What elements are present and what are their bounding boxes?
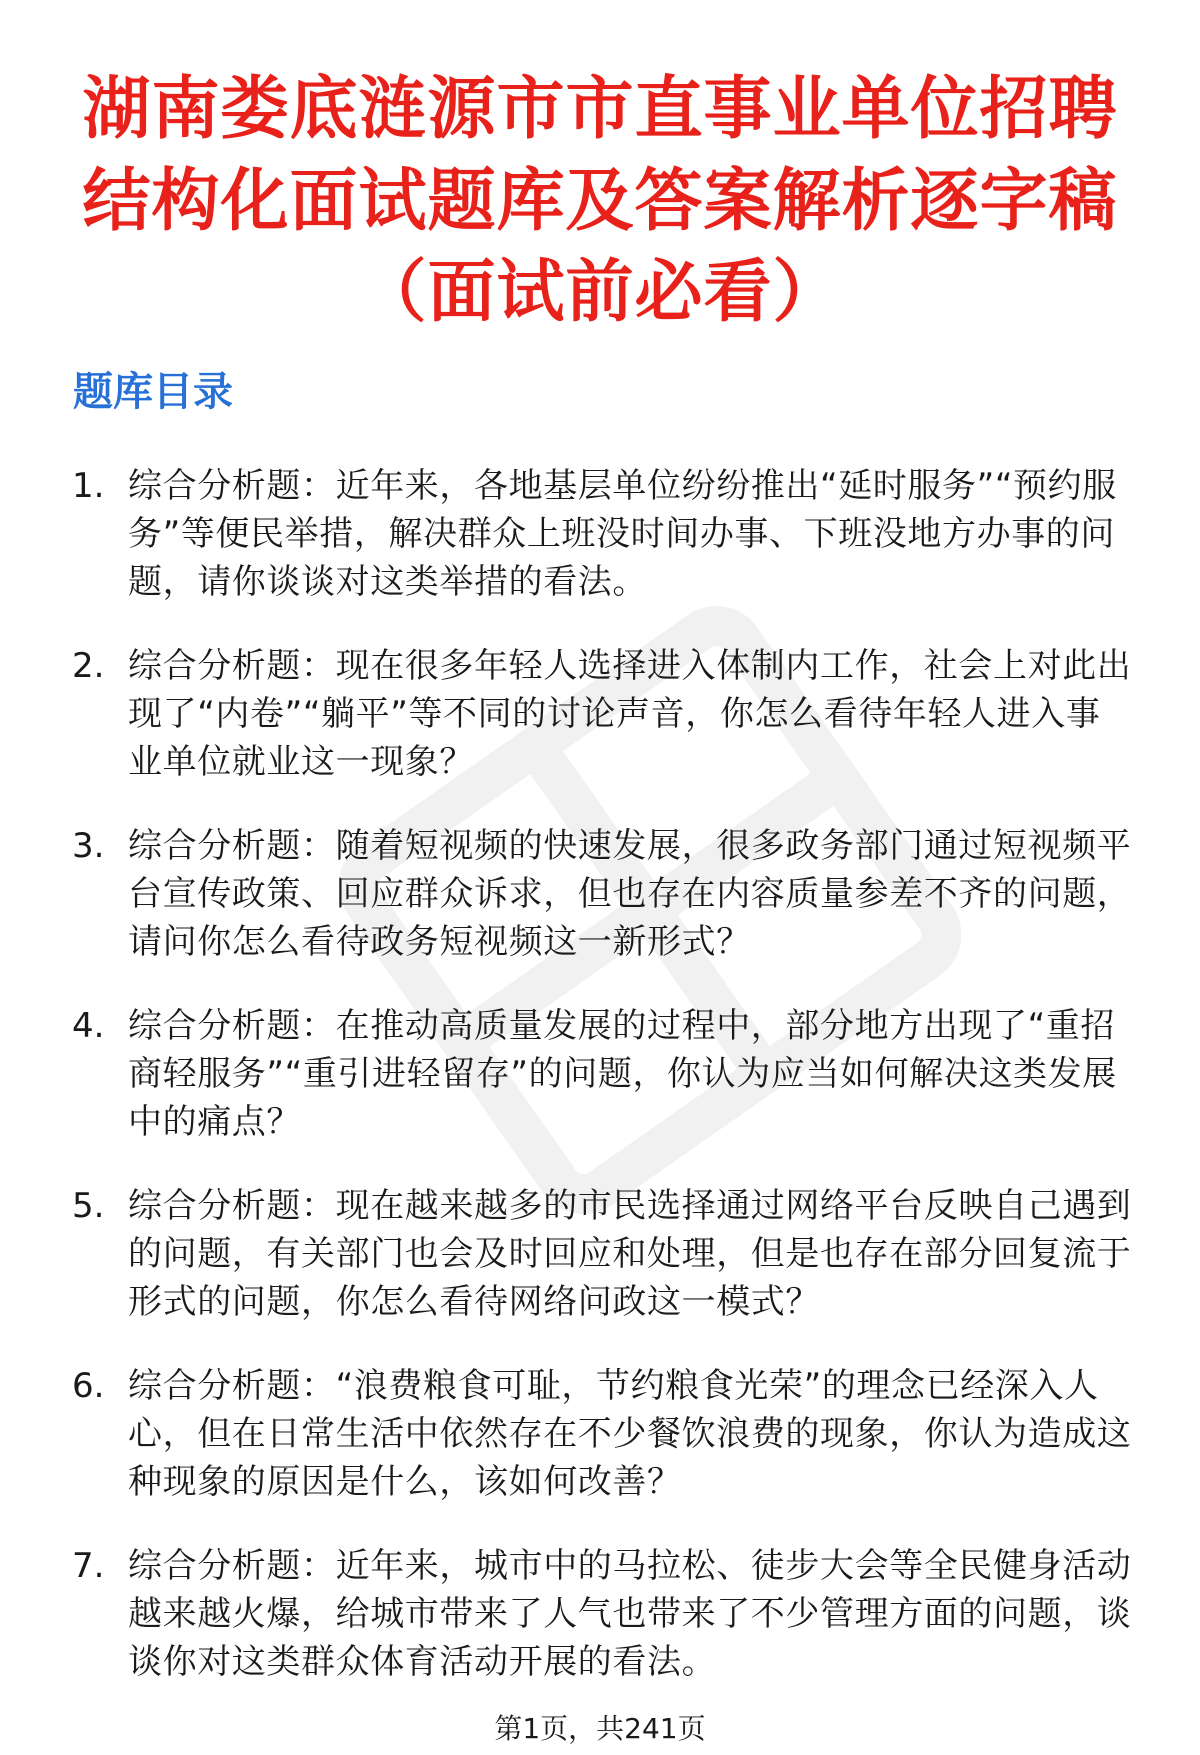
question-item — [0, 1002, 1200, 1146]
question-text: 综合分析题：随着短视频的快速发展，很多政务部门通过短视频平台宣传政策、回应群众诉求，但也存在内容质量参差不齐的问题，请问你怎么看待政务短视频这一新形式？ — [128, 826, 1132, 962]
question-text: 综合分析题：近年来，各地基层单位纷纷推出“延时服务”“预约服务”等便民举措，解决群众上班没时间办事、下班没地方办事的问题，请你谈谈对这类举措的看法。 — [128, 466, 1117, 602]
question-number: 4. — [72, 1006, 105, 1046]
question-number: 1. — [72, 466, 105, 506]
toc-heading: 题库目录 — [73, 369, 233, 415]
question-text: 综合分析题：近年来，城市中的马拉松、徒步大会等全民健身活动越来越火爆，给城市带来了人气也带来了不少管理方面的问题，谈谈你对这类群众体育活动开展的看法。 — [128, 1546, 1132, 1682]
question-item — [0, 1362, 1200, 1506]
question-number: 5. — [72, 1186, 105, 1226]
question-item — [0, 1182, 1200, 1326]
question-item — [0, 1542, 1200, 1686]
question-number: 6. — [72, 1366, 105, 1406]
document-title-line-2: 结构化面试题库及答案解析逐字稿 — [82, 162, 1118, 241]
document-title-line-1: 湖南娄底涟源市市直事业单位招聘 — [82, 70, 1118, 149]
question-item — [0, 462, 1200, 606]
question-text: 综合分析题：在推动高质量发展的过程中，部分地方出现了“重招商轻服务”“重引进轻留存”的问题，你认为应当如何解决这类发展中的痛点？ — [128, 1006, 1117, 1142]
question-number: 7. — [72, 1546, 105, 1586]
document-title-line-3: （面试前必看） — [358, 253, 842, 332]
page-footer: 第1页，共241页 — [494, 1712, 706, 1745]
question-item — [0, 642, 1200, 786]
question-text: 综合分析题：现在越来越多的市民选择通过网络平台反映自己遇到的问题，有关部门也会及时回应和处理，但是也存在部分回复流于形式的问题，你怎么看待网络问政这一模式？ — [128, 1186, 1132, 1322]
question-item — [0, 822, 1200, 966]
question-text: 综合分析题：现在很多年轻人选择进入体制内工作，社会上对此出现了“内卷”“躺平”等不同的讨论声音，你怎么看待年轻人进入事业单位就业这一现象？ — [128, 646, 1132, 782]
question-list — [0, 462, 1200, 1722]
question-number: 3. — [72, 826, 105, 866]
question-number: 2. — [72, 646, 105, 686]
question-text: 综合分析题：“浪费粮食可耻，节约粮食光荣”的理念已经深入人心，但在日常生活中依然存在不少餐饮浪费的现象，你认为造成这种现象的原因是什么，该如何改善？ — [128, 1366, 1132, 1502]
